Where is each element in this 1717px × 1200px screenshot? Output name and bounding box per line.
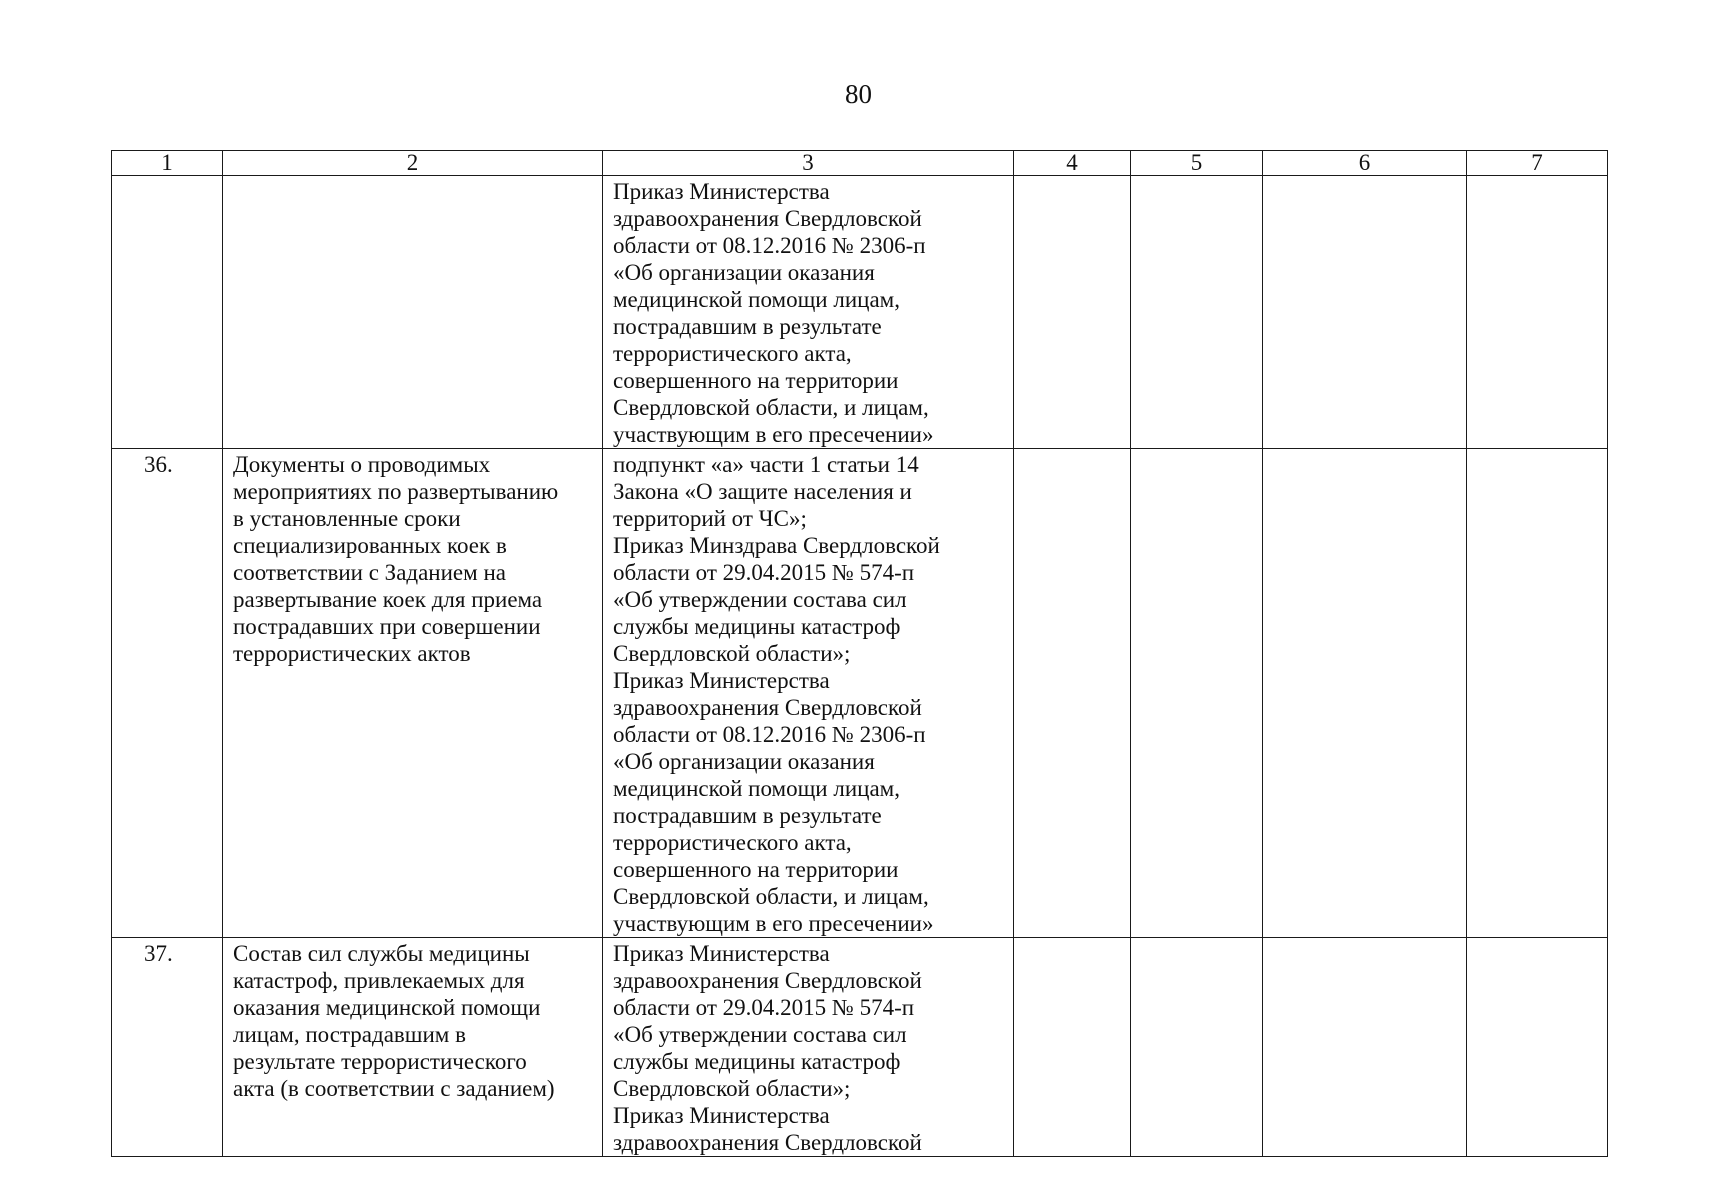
text-line: террористического акта, <box>613 341 852 366</box>
text-line: Приказ Министерства <box>613 941 830 966</box>
text-line: области от 08.12.2016 № 2306-п <box>613 233 926 258</box>
text-line: «Об утверждении состава сил <box>613 587 907 612</box>
column-header-1: 1 <box>112 151 223 176</box>
row-description <box>223 938 603 1157</box>
text-line: Свердловской области, и лицам, <box>613 884 929 909</box>
row-number: 36. <box>112 449 223 938</box>
table-row <box>112 938 1608 1157</box>
empty-cell <box>1014 449 1131 938</box>
text-line: лицам, пострадавшим в <box>233 1022 466 1047</box>
text-line: катастроф, привлекаемых для <box>233 968 525 993</box>
text-line: совершенного на территории <box>613 857 899 882</box>
text-line: Приказ Министерства <box>613 668 830 693</box>
text-line: в установленные сроки <box>233 506 461 531</box>
row-legal-basis <box>603 449 1014 938</box>
text-line: здравоохранения Свердловской <box>613 695 922 720</box>
text-line: оказания медицинской помощи <box>233 995 541 1020</box>
text-line: области от 29.04.2015 № 574-п <box>613 560 915 585</box>
text-line: Приказ Министерства <box>613 1103 830 1128</box>
row-legal-basis <box>603 938 1014 1157</box>
row-legal-basis <box>603 176 1014 449</box>
text-line: участвующим в его пресечении» <box>613 911 934 936</box>
text-line: участвующим в его пресечении» <box>613 422 934 447</box>
empty-cell <box>1467 176 1608 449</box>
column-header-3: 3 <box>603 151 1014 176</box>
empty-cell <box>1467 449 1608 938</box>
row-description <box>223 449 603 938</box>
empty-cell <box>1131 176 1263 449</box>
page-number: 80 <box>845 79 872 109</box>
text-line: пострадавшим в результате <box>613 314 882 339</box>
empty-cell <box>1014 176 1131 449</box>
document-table <box>111 150 1608 1157</box>
table-header-row <box>112 151 1608 176</box>
text-line: Свердловской области»; <box>613 641 851 666</box>
row-description <box>223 176 603 449</box>
text-line: области от 29.04.2015 № 574-п <box>613 995 915 1020</box>
row-number: 37. <box>112 938 223 1157</box>
table-row <box>112 449 1608 938</box>
text-line: Свердловской области»; <box>613 1076 851 1101</box>
text-line: здравоохранения Свердловской <box>613 968 922 993</box>
text-line: области от 08.12.2016 № 2306-п <box>613 722 926 747</box>
empty-cell <box>1131 449 1263 938</box>
text-line: Свердловской области, и лицам, <box>613 395 929 420</box>
column-header-5: 5 <box>1131 151 1263 176</box>
text-line: акта (в соответствии с заданием) <box>233 1076 555 1101</box>
text-line: «Об утверждении состава сил <box>613 1022 907 1047</box>
text-line: службы медицины катастроф <box>613 614 901 639</box>
column-header-4: 4 <box>1014 151 1131 176</box>
text-line: специализированных коек в <box>233 533 507 558</box>
text-line: подпункт «а» части 1 статьи 14 <box>613 452 919 477</box>
text-line: мероприятиях по развертыванию <box>233 479 559 504</box>
text-line: террористического акта, <box>613 830 852 855</box>
text-line: Документы о проводимых <box>233 452 491 477</box>
text-line: Закона «О защите населения и <box>613 479 912 504</box>
text-line: развертывание коек для приема <box>233 587 543 612</box>
text-line: Приказ Министерства <box>613 179 830 204</box>
column-header-6: 6 <box>1263 151 1467 176</box>
column-header-7: 7 <box>1467 151 1608 176</box>
empty-cell <box>1131 938 1263 1157</box>
empty-cell <box>1014 938 1131 1157</box>
empty-cell <box>1467 938 1608 1157</box>
text-line: пострадавшим в результате <box>613 803 882 828</box>
empty-cell <box>1263 449 1467 938</box>
text-line: пострадавших при совершении <box>233 614 541 639</box>
text-line: здравоохранения Свердловской <box>613 206 922 231</box>
text-line: террористических актов <box>233 641 471 666</box>
table-row <box>112 176 1608 449</box>
text-line: совершенного на территории <box>613 368 899 393</box>
text-line: Состав сил службы медицины <box>233 941 530 966</box>
empty-cell <box>1263 176 1467 449</box>
text-line: здравоохранения Свердловской <box>613 1130 922 1155</box>
row-number <box>112 176 223 449</box>
text-line: медицинской помощи лицам, <box>613 287 900 312</box>
empty-cell <box>1263 938 1467 1157</box>
text-line: медицинской помощи лицам, <box>613 776 900 801</box>
text-line: территорий от ЧС»; <box>613 506 807 531</box>
column-header-2: 2 <box>223 151 603 176</box>
text-line: Приказ Минздрава Свердловской <box>613 533 940 558</box>
text-line: службы медицины катастроф <box>613 1049 901 1074</box>
text-line: соответствии с Заданием на <box>233 560 506 585</box>
text-line: «Об организации оказания <box>613 749 875 774</box>
text-line: «Об организации оказания <box>613 260 875 285</box>
text-line: результате террористического <box>233 1049 527 1074</box>
